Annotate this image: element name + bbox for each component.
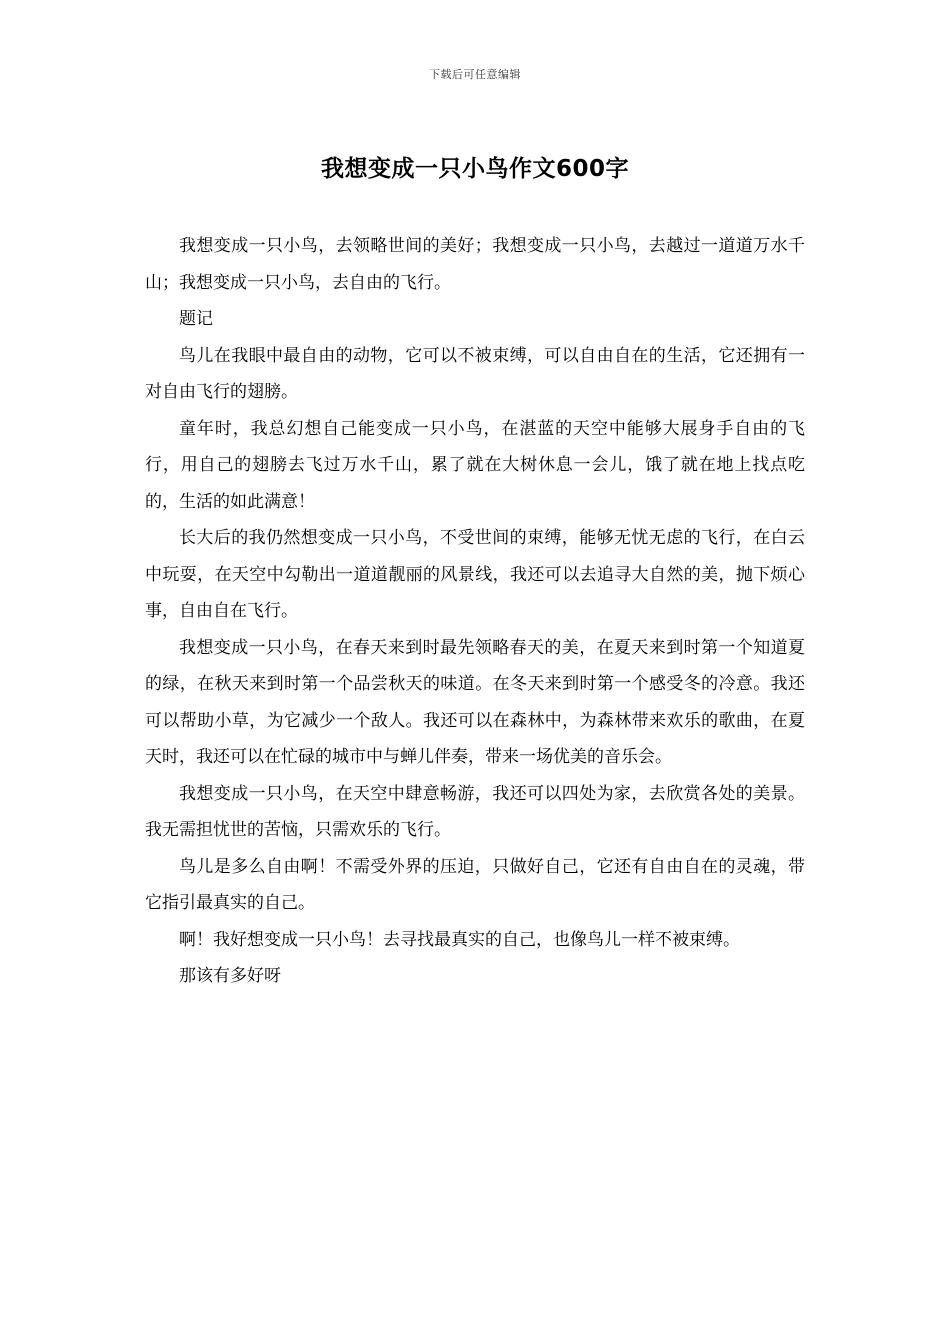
paragraph: 长大后的我仍然想变成一只小鸟，不受世间的束缚，能够无忧无虑的飞行，在白云中玩耍，在天空中勾勒出一道道靓丽的风景线，我还可以去追寻大自然的美，抛下烦心事，自由自在飞行。 [145, 528, 805, 621]
paragraph: 童年时，我总幻想自己能变成一只小鸟，在湛蓝的天空中能够大展身手自由的飞行，用自己的翅膀去飞过万水千山，累了就在大树休息一会儿，饿了就在地上找点吃的，生活的如此满意！ [145, 418, 805, 512]
paragraph: 鸟儿是多么自由啊！不需受外界的压迫，只做好自己，它还有自由自在的灵魂，带它指引最真实的自己。 [145, 856, 805, 913]
paragraph: 题记 [179, 309, 213, 329]
paragraph: 我想变成一只小鸟，在天空中肆意畅游，我还可以四处为家，去欣赏各处的美景。我无需担忧世的苦恼，只需欢乐的飞行。 [145, 783, 805, 840]
document-body [145, 228, 805, 995]
paragraph: 那该有多好呀 [179, 966, 281, 986]
paragraph: 鸟儿在我眼中最自由的动物，它可以不被束缚，可以自由自在的生活，它还拥有一对自由飞行的翅膀。 [145, 345, 805, 402]
paragraph: 啊！我好想变成一只小鸟！去寻找最真实的自己，也像鸟儿一样不被束缚。 [179, 929, 740, 950]
paragraph: 我想变成一只小鸟，在春天来到时最先领略春天的美，在夏天来到时第一个知道夏的绿，在秋天来到时第一个品尝秋天的味道。在冬天来到时第一个感受冬的冷意。我还可以帮助小草，为它减少一个敌人。我还可以在森林中，为森林带来欢乐的歌曲，在夏天时，我还可以在忙碌的城市中与蝉儿伴奏，带来一场优美的音乐会。 [145, 637, 805, 767]
document-title: 我想变成一只小鸟作文600字 [320, 156, 629, 182]
paragraph: 我想变成一只小鸟，去领略世间的美好；我想变成一只小鸟，去越过一道道万水千山；我想变成一只小鸟，去自由的飞行。 [145, 236, 805, 293]
header-note: 下载后可任意编辑 [429, 68, 521, 81]
